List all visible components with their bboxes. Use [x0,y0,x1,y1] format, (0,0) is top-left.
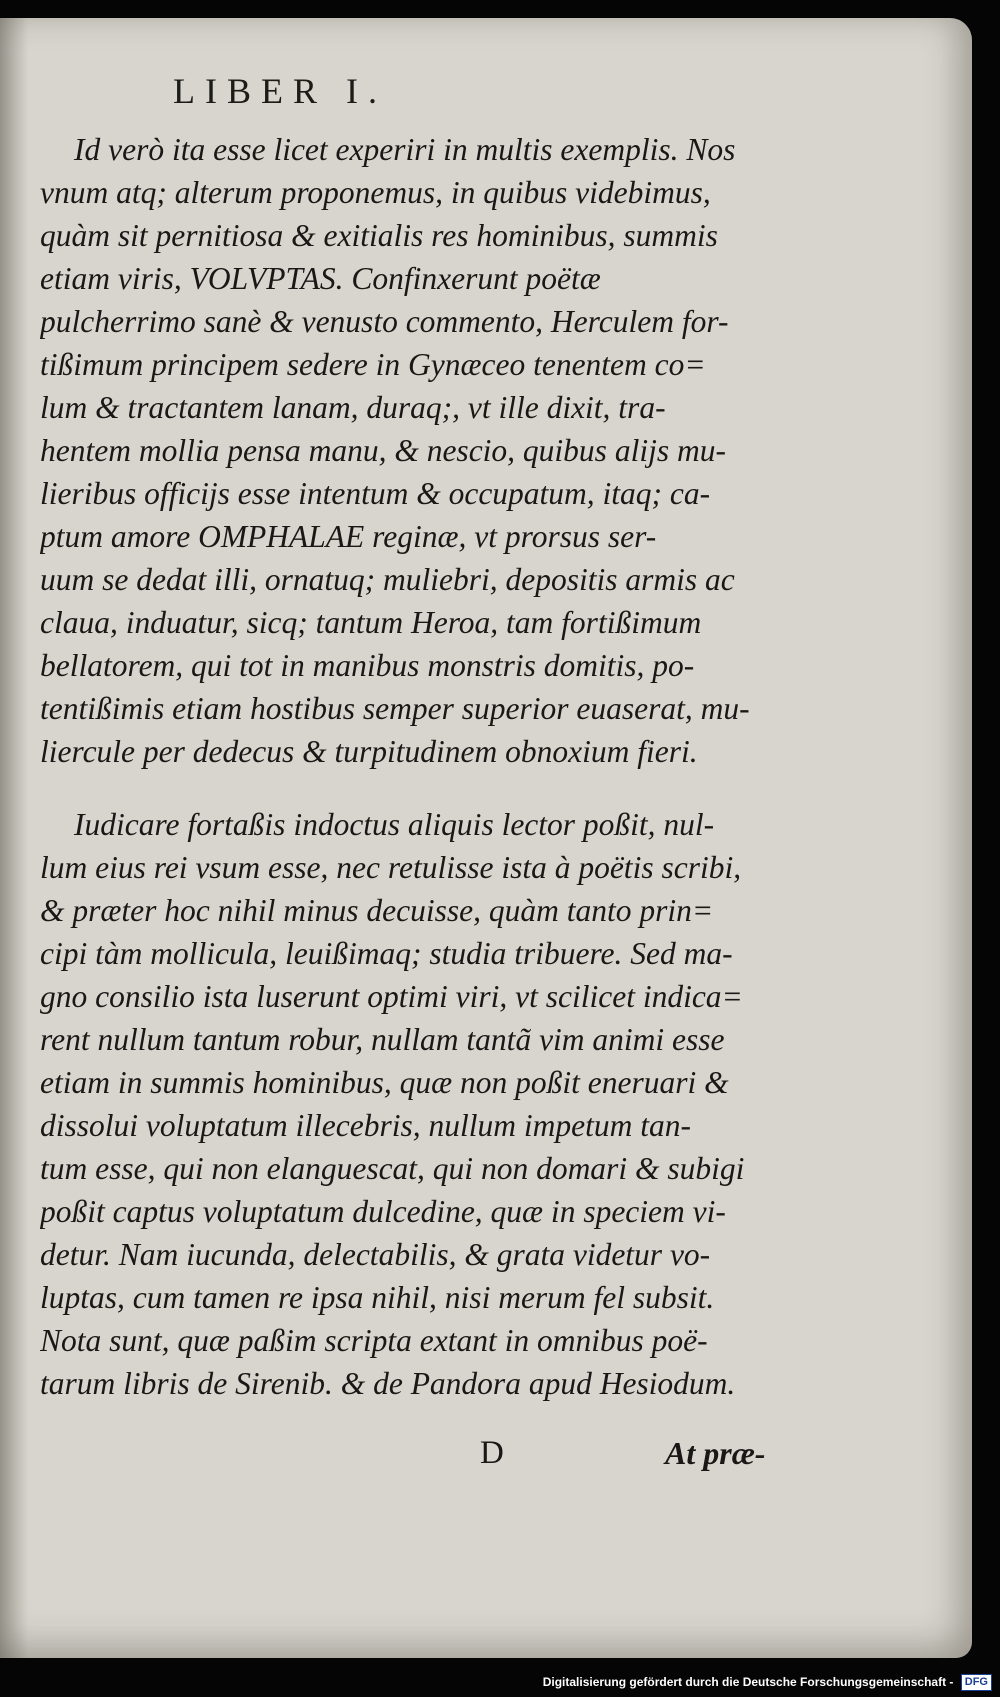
credit-text: Digitalisierung gefördert durch die Deutsche Forschungsgemeinschaft - [542,1675,954,1689]
text-line: tarum libris de Sirenib. & de Pandora apud Hesiodum. [40,1366,736,1401]
text-line: pulcherrimo sanè & venusto commento, Herculem for- [40,304,729,339]
text-line: quàm sit pernitiosa & exitialis res hominibus, summis [40,218,718,253]
text-line: tißimum principem sedere in Gynæceo tenentem co= [40,347,706,382]
digitization-credit [543,1671,992,1693]
text-line: Iudicare fortaßis indoctus aliquis lector poßit, nul- [74,807,715,842]
paragraph-1 [40,128,800,773]
catchword: At præ- [665,1435,766,1471]
text-block [40,128,800,1485]
text-line: poßit captus voluptatum dulcedine, quæ in speciem vi- [40,1194,726,1229]
text-line: & præter hoc nihil minus decuisse, quàm tanto prin= [40,893,714,928]
page-foot [40,1435,800,1485]
text-line: dissolui voluptatum illecebris, nullum impetum tan- [40,1108,691,1143]
text-line: gno consilio ista luserunt optimi viri, vt scilicet indica= [40,979,743,1014]
text-line: hentem mollia pensa manu, & nescio, quibus alijs mu- [40,433,726,468]
text-line: tum esse, qui non elanguescat, qui non domari & subigi [40,1151,745,1186]
text-line: lum eius rei vsum esse, nec retulisse ista à poëtis scribi, [40,850,742,885]
text-line: claua, induatur, sicq; tantum Heroa, tam fortißimum [40,605,702,640]
text-line: uum se dedat illi, ornatuq; muliebri, depositis armis ac [40,562,735,597]
running-head: LIBER I. [173,71,387,111]
text-line: detur. Nam iucunda, delectabilis, & grata videtur vo- [40,1237,711,1272]
text-line: tentißimis etiam hostibus semper superior euaserat, mu- [40,691,750,726]
text-line: lieribus officijs esse intentum & occupatum, itaq; ca- [40,476,711,511]
text-line: cipi tàm mollicula, leuißimaq; studia tribuere. Sed ma- [40,936,733,971]
text-line: liercule per dedecus & turpitudinem obnoxium fieri. [40,734,698,769]
text-line: bellatorem, qui tot in manibus monstris domitis, po- [40,648,695,683]
text-line: etiam in summis hominibus, quæ non poßit eneruari & [40,1065,729,1100]
text-line: Nota sunt, quæ paßim scripta extant in omnibus poë- [40,1323,708,1358]
signature-mark: D [480,1435,504,1471]
text-line: luptas, cum tamen re ipsa nihil, nisi merum fel subsit. [40,1280,715,1315]
text-line: etiam viris, VOLVPTAS. Confinxerunt poëtæ [40,261,601,296]
book-page [0,18,972,1658]
dfg-logo-icon: DFG [961,1674,992,1691]
text-line: lum & tractantem lanam, duraq;, vt ille dixit, tra- [40,390,666,425]
paragraph-2 [40,803,800,1405]
text-line: Id verò ita esse licet experiri in multis exemplis. Nos [74,132,736,167]
text-line: vnum atq; alterum proponemus, in quibus videbimus, [40,175,711,210]
text-line: rent nullum tantum robur, nullam tantã vim animi esse [40,1022,725,1057]
text-line: ptum amore OMPHALAE reginæ, vt prorsus ser- [40,519,657,554]
